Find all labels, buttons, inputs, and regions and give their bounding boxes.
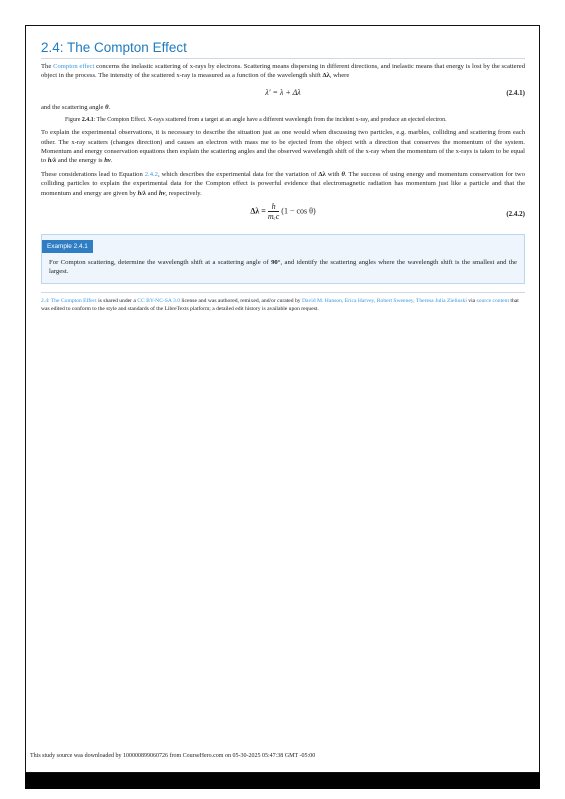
equation-2-number: (2.4.2) [506,210,525,219]
theta-symbol: θ [105,103,109,111]
example-box [41,234,525,284]
theta-symbol-2: θ [341,170,345,178]
document-page [25,25,540,773]
example-text-2: , and identify the scattering angles where the wavelength shift is the smallest and the largest. [49,259,517,276]
explanation-paragraph [41,128,525,166]
considerations-paragraph [41,170,525,198]
intro-text-3: , where [329,72,350,80]
after-eq-text: and the scattering angle [41,103,106,111]
para3-text-2: , which describes the experimental data for the variation of [157,170,319,178]
after-eq-end: . [108,103,111,111]
attribution [41,292,525,313]
example-label: Example 2.4.1 [42,240,93,253]
page-content [41,40,525,313]
delta-lambda-symbol: Δλ [322,72,330,80]
para3-text-6: , respectively. [165,189,202,197]
para2-text: To explain the experimental observations, it is necessary to describe the situation just as one would when discussing two particles, e.g. marbles, colliding and scattering from each other. The x-ray scatters (changes direction) and causes an electron with mass me to be ejected from the object with a direction that conserves the momentum of the system. Momentum and energy conservation equations then explain the scattering angles and the observed wavelength shift of the x-ray when the momentum of the x-rays is taken to be equal to [41,129,525,165]
download-note: This study source was downloaded by 100000899060726 from CourseHero.com on 05-30-2025 05:47:38 GMT -05:00 [30,753,316,759]
equation-2-fraction [268,202,279,221]
equation-2-formula [41,202,525,221]
source-content-link[interactable]: source content [476,297,509,304]
example-angle: 90° [271,259,281,267]
fraction-numerator: h [268,202,279,212]
authors-link[interactable]: David M. Hanson, Erica Harvey, Robert Sweeney, Theresa Julia Zielinski [301,297,467,304]
attrib-text-2: license and was authored, remixed, and/or curated by [180,297,302,304]
h-over-lambda-symbol-2: h/λ [137,189,146,197]
para3-text-3: with [325,170,342,178]
para3-text-5: and [146,189,159,197]
equation-2-rhs: (1 − cos θ) [281,206,316,216]
figure-number: 2.4.1 [81,117,94,124]
fraction-denominator: mₑc [267,212,280,222]
intro-text-1: The [41,63,54,70]
equation-formula: λ′ = λ + Δλ [265,87,301,97]
equation-link[interactable]: 2.4.2 [144,170,158,178]
h-nu-symbol-2: hν [158,189,166,197]
equation-number: (2.4.1) [506,88,525,97]
intro-paragraph [41,62,525,81]
para3-text-1: These considerations lead to Equation [41,170,145,178]
delta-lambda-symbol-2: Δλ [318,170,326,178]
equation-2-4-1 [41,85,525,101]
intro-text-2: concerns the inelastic scattering of x-rays by electrons. Scattering means dispersing in different directions, and inelastic means that energy is lost by the scattered object in the process. The intensity of the scattered x-ray is measured as a function of the wavelength shift [41,63,525,80]
figure-caption [65,116,507,124]
bottom-bar [25,773,540,789]
after-equation-text [41,103,525,112]
figure-prefix: Figure [65,117,82,124]
license-link[interactable]: CC BY-NC-SA 3.0 [137,297,181,304]
para2-end: . [110,157,113,165]
example-body [42,253,524,283]
h-nu-symbol: hν [104,157,111,165]
example-text-1: For Compton scattering, determine the wavelength shift at a scattering angle of [49,259,272,267]
para2-mid: and the energy is [56,157,105,165]
attrib-text-4: that was edited to conform to the style and standards of the LibreTexts platform; a detailed edit history is available upon request. [41,297,519,312]
compton-effect-link[interactable]: Compton effect [53,63,95,70]
equation-2-4-2 [41,202,525,228]
h-over-lambda-symbol: h/λ [47,157,57,165]
para3-text-4: . The success of using energy and momentum conservation for two colliding particles to explain the experimental data for the Compton effect is powerful evidence that electromagnetic radiation has momentum just like a particle and that the momentum and energy are given by [41,170,525,197]
figure-caption-text: : The Compton Effect. X-rays scattered from a target at an angle have a different wavelength from the incident x-ray, and produce an ejected electron. [93,117,447,124]
attrib-text-3: via [466,297,477,304]
attrib-text-1: is shared under a [96,297,138,304]
page-link[interactable]: 2.4: The Compton Effect [41,297,97,304]
equation-2-lhs: Δλ = [250,206,266,216]
page-title: 2.4: The Compton Effect [41,40,525,59]
